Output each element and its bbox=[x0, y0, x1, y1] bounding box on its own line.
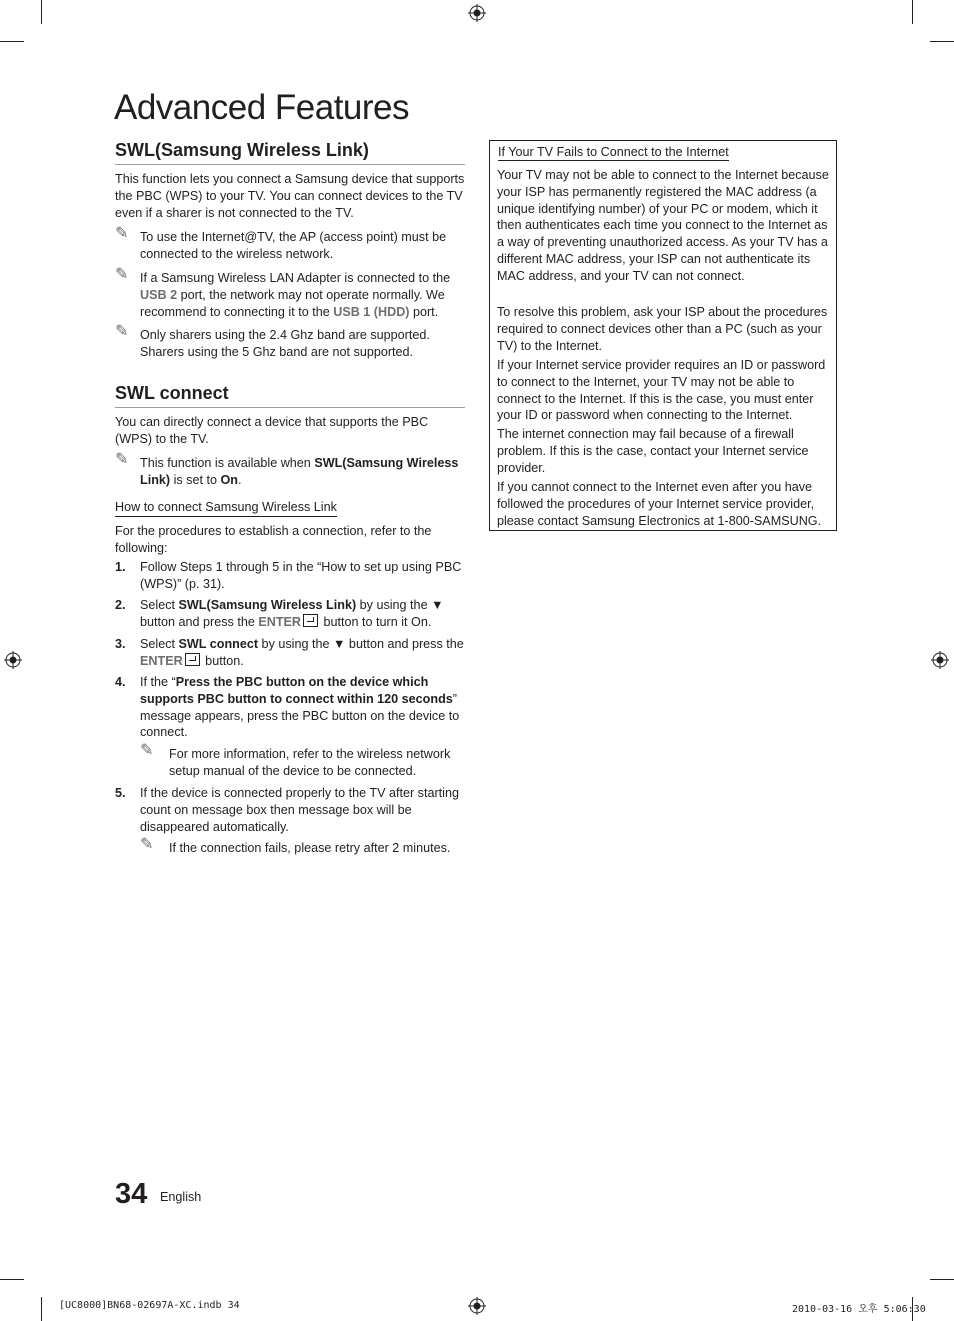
step-text: button. bbox=[201, 653, 244, 668]
step-number: 3. bbox=[115, 637, 126, 651]
print-slug-right: 2010-03-16 오후 5:06:30 bbox=[792, 1304, 926, 1315]
note-text: If the connection fails, please retry after 2 minutes. bbox=[169, 841, 451, 855]
step-item bbox=[115, 559, 465, 593]
note bbox=[140, 742, 465, 780]
step-text: Select bbox=[140, 598, 179, 612]
pencil-note-icon: ✎ bbox=[115, 266, 129, 283]
note-text: Only sharers using the 2.4 Ghz band are supported. Sharers using the 5 Ghz band are not supported. bbox=[140, 328, 430, 359]
box-paragraph: If your Internet service provider requires an ID or password to connect to the Internet, your TV may not be able to connect to the Internet. If this is the case, you must enter your ID or password when connecting to the Internet. bbox=[497, 358, 826, 423]
step-number: 1. bbox=[115, 560, 126, 574]
registration-mark-icon bbox=[4, 651, 22, 669]
note bbox=[115, 451, 468, 489]
crop-mark bbox=[41, 1297, 42, 1321]
swl-connect-intro: You can directly connect a device that supports the PBC (WPS) to the TV. bbox=[115, 415, 429, 446]
step-item bbox=[115, 785, 465, 835]
note bbox=[115, 266, 468, 320]
step-item bbox=[115, 597, 465, 631]
print-slug-left: [UC8000]BN68-02697A-XC.indb 34 bbox=[59, 1300, 240, 1311]
registration-mark-icon bbox=[931, 651, 949, 669]
crop-mark bbox=[912, 0, 913, 24]
pencil-note-icon: ✎ bbox=[140, 742, 154, 759]
port-label: USB 2 bbox=[140, 287, 178, 302]
pencil-note-icon: ✎ bbox=[115, 323, 129, 340]
subsection-heading-howto: How to connect Samsung Wireless Link bbox=[115, 500, 337, 517]
howto-intro: For the procedures to establish a connection, refer to the following: bbox=[115, 524, 432, 555]
note-text: . bbox=[238, 472, 242, 487]
note-text: is set to bbox=[170, 472, 221, 487]
troubleshooting-box bbox=[489, 140, 837, 531]
step-item bbox=[115, 674, 465, 741]
note-text: If a Samsung Wireless LAN Adapter is connected to the bbox=[140, 271, 451, 285]
step-text: If the device is connected properly to the TV after starting count on message box then message box will be disappeared automatically. bbox=[140, 786, 459, 834]
section-heading-swl: SWL(Samsung Wireless Link) bbox=[115, 140, 465, 165]
step-number: 2. bbox=[115, 598, 126, 612]
box-title: If Your TV Fails to Connect to the Internet bbox=[498, 145, 729, 159]
note-text: port, the network may not operate normally. We recommend to connecting it to the bbox=[140, 287, 445, 319]
registration-mark-icon bbox=[468, 4, 486, 22]
message-text: Press the PBC button on the device which supports PBC button to connect within 120 seconds bbox=[140, 675, 453, 706]
box-paragraph: Your TV may not be able to connect to the Internet because your ISP has permanently registered the MAC address (a unique identifying number) of your PC or modem, which it then authenticates each time you connect to the Internet as a way of preventing unauthorized access. As your TV has a different MAC address, your ISP can not authenticate its MAC address, and your TV can not connect. bbox=[497, 168, 829, 283]
step-number: 5. bbox=[115, 786, 126, 800]
step-text: by using the ▼ button and press the bbox=[140, 598, 444, 629]
enter-button-label: ENTER bbox=[258, 614, 302, 629]
pencil-note-icon: ✎ bbox=[115, 451, 129, 468]
step-text: Follow Steps 1 through 5 in the “How to set up using PBC (WPS)” (p. 31). bbox=[140, 560, 462, 591]
menu-item-label: SWL(Samsung Wireless Link) bbox=[140, 456, 459, 487]
box-paragraph: To resolve this problem, ask your ISP about the procedures required to connect devices other than a PC (such as your TV) to the Internet. bbox=[497, 305, 828, 353]
note-text: For more information, refer to the wireless network setup manual of the device to be connected. bbox=[169, 747, 451, 778]
page-language: English bbox=[160, 1190, 202, 1204]
pencil-note-icon: ✎ bbox=[140, 836, 154, 853]
step-number: 4. bbox=[115, 675, 126, 689]
swl-intro: This function lets you connect a Samsung device that supports the PBC (WPS) to your TV. You can connect devices to the TV even if a sharer is not connected to the TV. bbox=[115, 172, 465, 220]
enter-icon bbox=[185, 653, 200, 666]
step-text: ” message appears, press the PBC button on the device to connect. bbox=[140, 691, 460, 740]
chapter-title: Advanced Features bbox=[114, 88, 410, 127]
section-heading-swl-connect: SWL connect bbox=[115, 383, 465, 408]
registration-mark-icon bbox=[468, 1297, 486, 1315]
menu-item-label: SWL(Samsung Wireless Link) bbox=[178, 598, 357, 612]
crop-mark bbox=[0, 1279, 24, 1280]
note-text: port. bbox=[409, 304, 439, 319]
step-text: If the “ bbox=[140, 675, 176, 689]
step-text: by using the ▼ button and press the bbox=[258, 637, 464, 651]
note-text: To use the Internet@TV, the AP (access point) must be connected to the wireless network. bbox=[140, 230, 447, 261]
note bbox=[115, 323, 468, 361]
crop-mark bbox=[0, 41, 24, 42]
box-paragraph: The internet connection may fail because of a firewall problem. If this is the case, contact your Internet service provider. bbox=[497, 427, 809, 475]
step-text: button to turn it On. bbox=[320, 614, 432, 629]
menu-item-label: SWL connect bbox=[178, 637, 259, 651]
note bbox=[140, 836, 465, 857]
note bbox=[115, 225, 468, 263]
crop-mark bbox=[930, 41, 954, 42]
page-number: 34 bbox=[115, 1178, 148, 1210]
step-text: Select bbox=[140, 637, 179, 651]
port-label: USB 1 (HDD) bbox=[333, 304, 410, 319]
note-text: This function is available when bbox=[140, 456, 315, 470]
pencil-note-icon: ✎ bbox=[115, 225, 129, 242]
crop-mark bbox=[930, 1279, 954, 1280]
enter-button-label: ENTER bbox=[140, 653, 183, 668]
setting-value: On bbox=[220, 472, 238, 487]
box-paragraph: If you cannot connect to the Internet even after you have followed the procedures of your Internet service provider, please contact Samsung Electronics at 1-800-SAMSUNG. bbox=[497, 480, 822, 528]
step-item bbox=[115, 636, 465, 670]
crop-mark bbox=[41, 0, 42, 24]
enter-icon bbox=[303, 614, 318, 627]
